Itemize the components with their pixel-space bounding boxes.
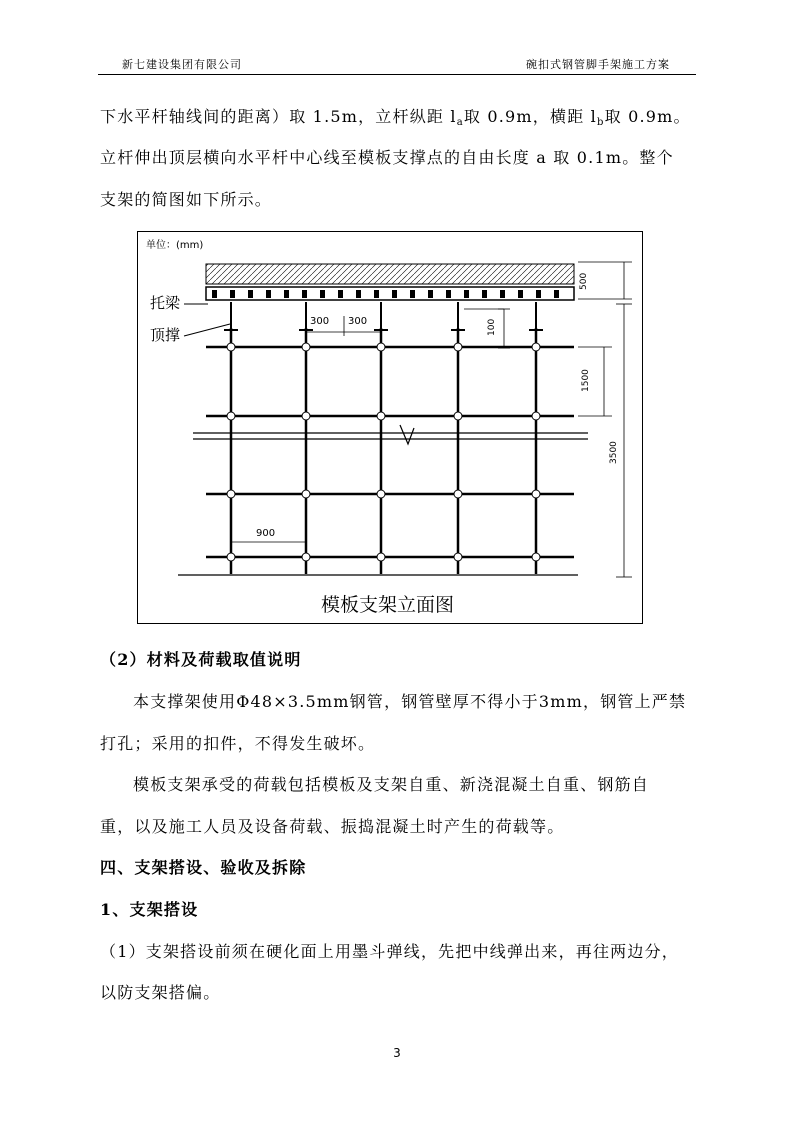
unit-label: 单位：(mm) [146,240,204,251]
label-tuoliang: 托梁 [150,294,181,312]
section-4-1-title: 1、支架搭设 [100,900,199,919]
dim-300-a: 300 [310,316,330,327]
dim-100-label: 100 [487,318,497,336]
page-number: 3 [393,1046,401,1060]
para3-line1: 模板支架承受的荷载包括模板及支架自重、新浇混凝土自重、钢筋自 [133,775,650,794]
joist-blocks [212,290,559,298]
dim-3500-label: 3500 [609,441,619,464]
vertical-posts [231,328,536,574]
leader-dingcheng [184,324,230,336]
dim-500-label: 500 [579,272,589,290]
para1-line1: 下水平杆轴线间的距离）取 1.5m，立杆纵距 $l_a$取 0.9m，横距 $l_b$取 0.9m。 [100,107,691,128]
scaffold-elevation-figure [137,231,643,624]
header-rule [98,74,696,75]
para1-line3: 支架的简图如下所示。 [100,190,273,209]
dim-300-b: 300 [348,316,368,327]
header-company: 新七建设集团有限公司 [122,58,242,71]
para4-line2: 以防支架搭偏。 [100,983,221,1002]
scaffold-diagram [138,232,644,625]
section-4-title: 四、支架搭设、验收及拆除 [100,858,307,877]
dim-1500-label: 1500 [581,369,591,392]
dim-3500 [616,304,632,577]
concrete-slab [206,264,574,284]
para2-line2: 打孔；采用的扣件，不得发生破坏。 [100,734,376,753]
header-doc-title: 碗扣式钢管脚手架施工方案 [526,58,670,71]
para3-line2: 重，以及施工人员及设备荷载、振捣混凝土时产生的荷载等。 [100,817,565,836]
section-2-title: （2）材料及荷载取值说明 [100,650,302,669]
dim-900-label: 900 [256,528,276,539]
figure-caption: 模板支架立面图 [321,594,455,616]
para1-line2: 立杆伸出顶层横向水平杆中心线至模板支撑点的自由长度 a 取 0.1m。整个 [100,148,674,167]
para4-line1: （1）支架搭设前须在硬化面上用墨斗弹线，先把中线弹出来，再往两边分， [100,942,679,961]
horizontal-ledgers [206,347,574,557]
para2-line1: 本支撑架使用Φ48×3.5mm钢管，钢管壁厚不得小于3mm，钢管上严禁 [133,692,687,711]
break-band [193,425,588,444]
label-dingcheng: 顶撑 [150,326,181,344]
